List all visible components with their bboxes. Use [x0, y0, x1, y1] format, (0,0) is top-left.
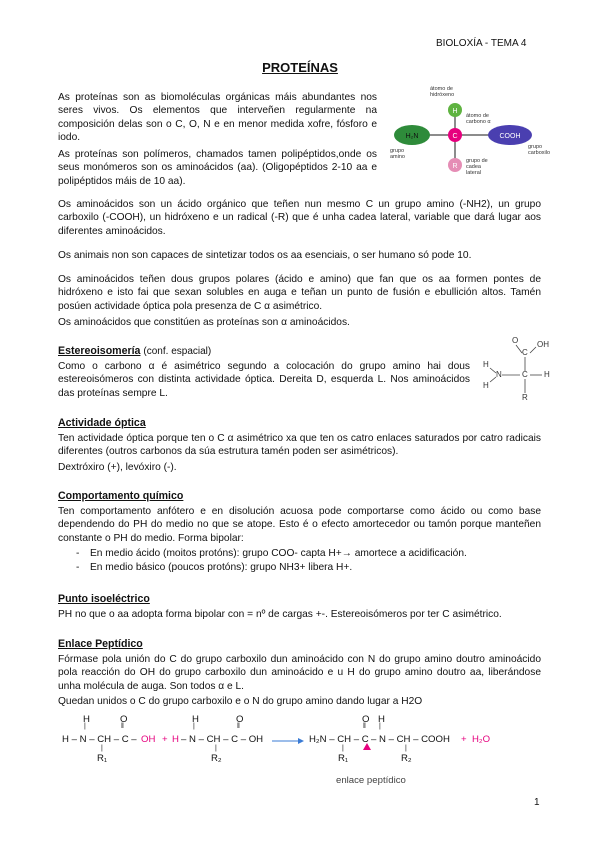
eq-bond-mark: |	[405, 745, 407, 752]
eq-product-a: H₂N – CH – C	[309, 734, 369, 745]
eq-p-r1: R₁	[338, 753, 349, 764]
eq-water: H₂O	[472, 734, 491, 745]
page-number: 1	[534, 797, 540, 808]
list-item: - En medio ácido (moitos protóns): grupo COO- capta H+→ amortece a acidificación.	[58, 547, 467, 561]
eq-m2-r: R₂	[211, 753, 222, 764]
amino-caption: grupo amino	[390, 148, 405, 160]
eq-product-b: – N – CH – COOH	[371, 734, 450, 745]
stereo-heading	[58, 345, 211, 357]
iso-text: PH no que o aa adopta forma bipolar con = nº de cargas +-. Estereoisómeros por ter C asimétrico.	[58, 609, 502, 620]
page-title: PROTEÍNAS	[262, 60, 338, 75]
h-atom-label: H	[452, 108, 458, 115]
body-paragraph-6: Os aminoácidos que constitúen as proteínas son α aminoácidos.	[58, 317, 350, 328]
stereo-formula	[478, 335, 558, 405]
carboxyl-caption: grupo carboxilo	[528, 144, 551, 156]
body-paragraph-4: Os animais non son capaces de sintetizar todos os aa esenciais, o ser humano só pode 10.	[58, 250, 472, 261]
eq-bond-mark: ‖	[121, 723, 124, 730]
chemical-list	[58, 547, 467, 575]
eq-p-h-top: H	[378, 714, 385, 725]
body-paragraph-5: Os aminoácidos teñen dous grupos polares (ácido e amino) que fan que os aa formen pontes de hidróxeno e isto fai que sexan solubles en auga e teñan un punto de fusión e ebullición altos. Tamén posúen actividade óptica pola presenza de C α asimétrico.	[58, 274, 541, 312]
c-atom-label: C	[452, 133, 458, 140]
chemical-text: Ten comportamento anfótero e en disolución acuosa pode comportarse como ácido ou como base dependendo do PH do medio no que se atope. Esto é o efecto amortecedor ou tamón porque manteñen constante o PH do medio. Forma bipolar:	[58, 506, 541, 544]
stereo-heading-note: (conf. espacial)	[143, 346, 212, 357]
eq-p-r2: R₂	[401, 753, 412, 764]
peptide-equation	[0, 712, 600, 792]
eq-bond-triangle	[363, 743, 371, 751]
stereo-o: O	[512, 336, 519, 345]
eq-bond-mark: |	[215, 745, 217, 752]
eq-bond-mark: |	[193, 723, 195, 730]
eq-m2-h-top: H	[192, 714, 199, 725]
stereo-c-top: C	[522, 348, 528, 357]
eq-bond-mark: |	[379, 723, 381, 730]
eq-m1-oh: OH	[141, 734, 156, 745]
h-atom-caption: átomo de hidróxeno	[430, 86, 455, 98]
eq-bond-mark: ‖	[237, 723, 240, 730]
eq-bond-mark: |	[84, 723, 86, 730]
stereo-h1: H	[483, 360, 489, 369]
peptide-heading: Enlace Peptídico	[58, 638, 143, 650]
intro-paragraph-2: As proteínas son polímeros, chamados tamen polipéptidos,onde os seus monómeros son os aminoácidos (aa). (Oligopéptidos 2-10 aa e polipéptidos máis de 10 aa).	[58, 149, 377, 187]
iso-heading: Punto isoeléctrico	[58, 593, 150, 605]
eq-bond-mark: ‖	[363, 723, 366, 730]
chemical-heading: Comportamento químico	[58, 490, 184, 502]
eq-p-o-top: O	[362, 714, 370, 725]
r-group-caption: grupo de cadea lateral	[466, 158, 488, 176]
stereo-oh: OH	[537, 340, 549, 349]
amino-acid-diagram	[390, 80, 550, 190]
carbon-caption: átomo de carbono α	[466, 113, 491, 125]
stereo-h3: H	[483, 381, 489, 390]
optical-text: Ten actividade óptica porque ten o C α asimétrico xa que ten os catro enlaces saturados por catro radicais diferentes (outros carbonos da súa estrutura tamén poden ser asimétricos).	[58, 433, 541, 458]
eq-bond-mark: |	[342, 745, 344, 752]
eq-m1-h-top: H	[83, 714, 90, 725]
peptide-text-2: Quedan unidos o C do grupo carboxilo e o N do grupo amino dando lugar a H2O	[58, 696, 423, 707]
eq-plus-2: +	[461, 734, 467, 745]
eq-m1-left: H – N – CH – C –	[62, 734, 137, 745]
eq-m1-o-top: O	[120, 714, 128, 725]
body-paragraph-3: Os aminoácidos son un ácido orgánico que teñen nun mesmo C un grupo amino (-NH2), un grupo carboxilo (-COOH), un hidróxeno e un radical (-R) que é unha cadea lateral, variable que dará lugar aos diferentes aminoácidos.	[58, 199, 541, 237]
eq-bond-label: enlace peptídico	[336, 775, 406, 786]
eq-arrow	[272, 736, 304, 746]
eq-bond-mark: |	[101, 745, 103, 752]
list-item: - En medio básico (poucos protóns): grupo NH3+ libera H+.	[58, 561, 467, 575]
eq-plus-1: +	[162, 734, 168, 745]
intro-paragraph-1: As proteínas son as biomoléculas orgánicas máis abundantes nos seres vivos. Os elementos que interveñen regularmente na composición delas son o C, O, N e en menor medida xofre, fósforo e iodo.	[58, 92, 377, 144]
stereo-h2: H	[544, 370, 550, 379]
r-atom-label: R	[452, 163, 458, 170]
optical-text-2: Dextróxiro (+), levóxiro (-).	[58, 462, 177, 473]
amino-label: H₂N	[405, 133, 419, 140]
stereo-heading-title: Estereoisomería	[58, 345, 141, 357]
eq-m1-r: R₁	[97, 753, 108, 764]
eq-m2-rest: – N – CH – C – OH	[181, 734, 264, 745]
peptide-text: Fórmase pola unión do C do grupo carboxilo dun aminoácido con N do grupo amino doutro aminoácido pola reacción do OH do grupo carboxilo dun aminoácido e u H do grupo amino doutro aa, liberándose unha molécula de auga. Son todos α e L.	[58, 654, 541, 692]
stereo-text: Como o carbono α é asimétrico segundo a colocación do grupo amino hai dous estereoisómeros con distinta actividade óptica. Dereita D, esquerda L. Nos aminoácidos das proteínas sempre L.	[58, 361, 470, 399]
header-subject: BIOLOXÍA - TEMA 4	[436, 38, 527, 49]
carboxyl-label: COOH	[499, 133, 521, 140]
stereo-n: N	[496, 370, 502, 379]
eq-m2-h: H	[172, 734, 179, 745]
eq-m2-o-top: O	[236, 714, 244, 725]
optical-heading: Actividade óptica	[58, 417, 146, 429]
stereo-c: C	[522, 370, 528, 379]
stereo-r: R	[522, 393, 528, 402]
